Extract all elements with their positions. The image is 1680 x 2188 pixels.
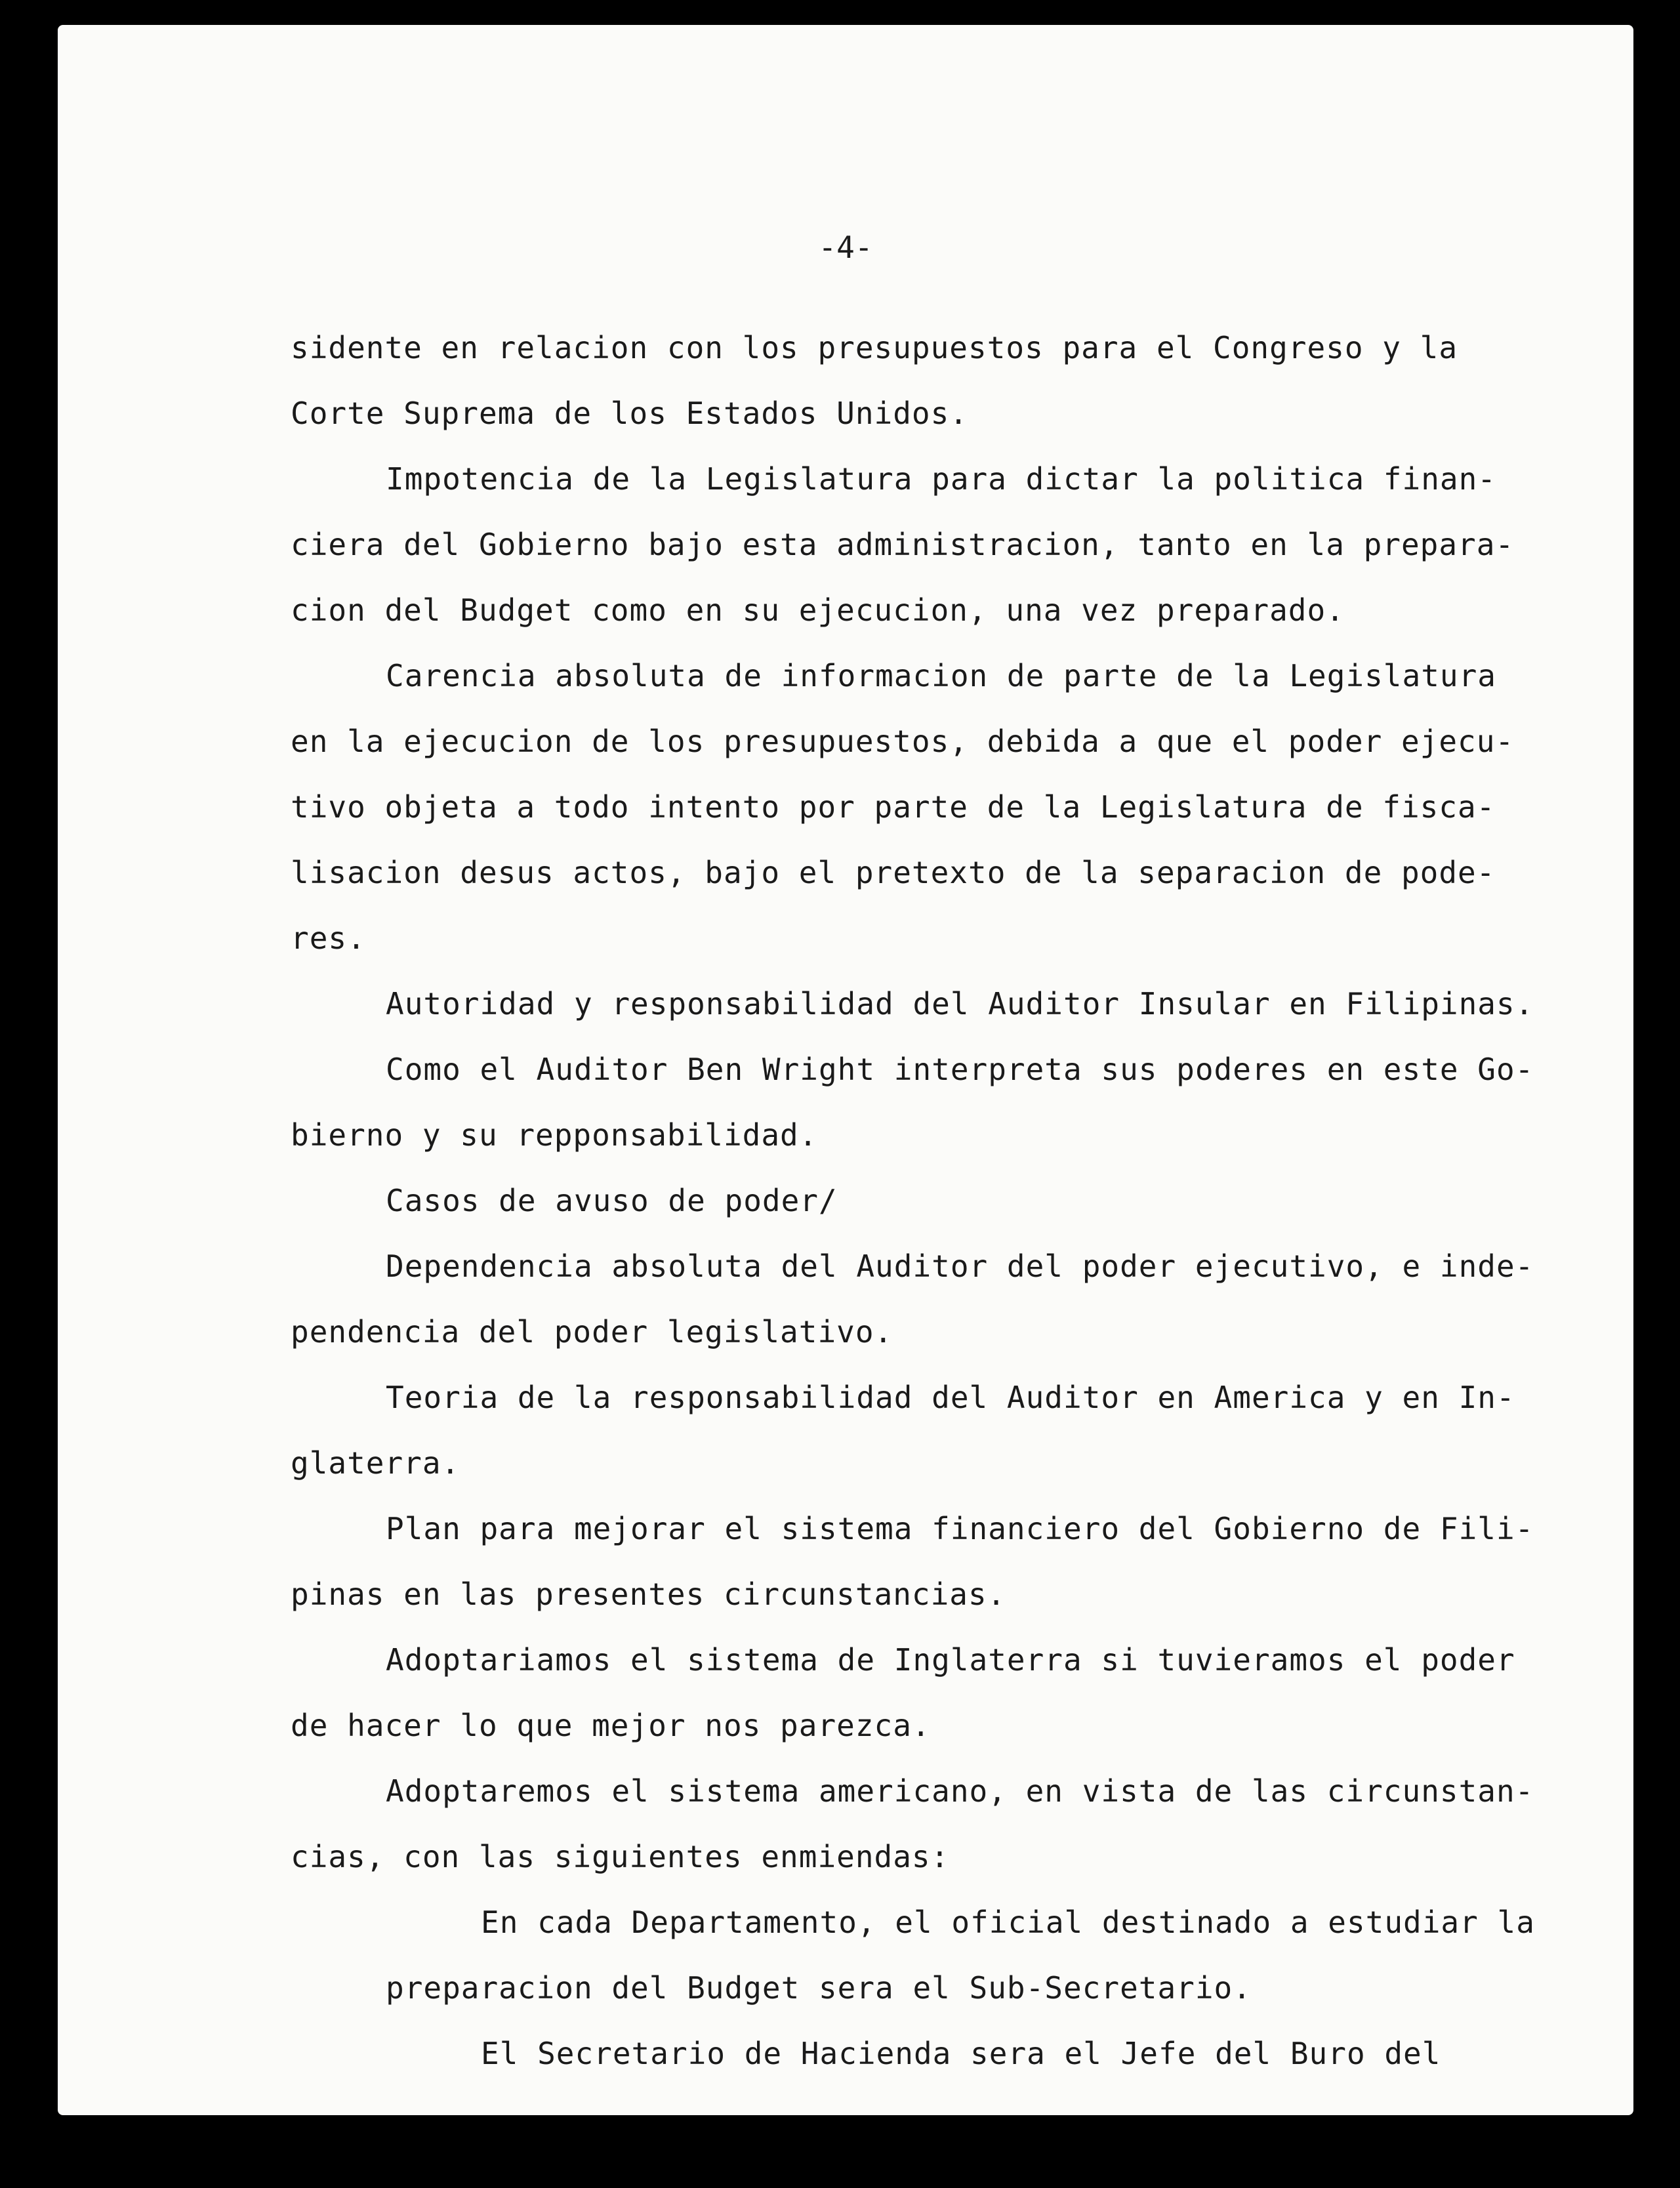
text-line-7: en la ejecucion de los presupuestos, debida a que el poder ejecu- (291, 724, 1515, 759)
text-line-5: cion del Budget como en su ejecucion, una vez preparado. (291, 592, 1345, 628)
document-page (58, 25, 1633, 2115)
page-number: -4- (818, 230, 873, 265)
text-line-14: Casos de avuso de poder/ (386, 1183, 838, 1218)
text-line-12: Como el Auditor Ben Wright interpreta sus poderes en este Go- (386, 1052, 1534, 1087)
text-line-8: tivo objeta a todo intento por parte de la Legislatura de fisca- (291, 789, 1496, 825)
text-line-10: res. (291, 920, 366, 956)
text-line-16: pendencia del poder legislativo. (291, 1314, 893, 1350)
text-line-2: Corte Suprema de los Estados Unidos. (291, 396, 968, 431)
text-line-13: bierno y su repponsabilidad. (291, 1117, 818, 1153)
text-line-25: En cada Departamento, el oficial destinado a estudiar la (481, 1905, 1535, 1940)
typed-text-body (291, 315, 1596, 2086)
text-line-11: Autoridad y responsabilidad del Auditor Insular en Filipinas. (386, 986, 1534, 1022)
text-line-22: de hacer lo que mejor nos parezca. (291, 1708, 931, 1743)
text-line-15: Dependencia absoluta del Auditor del poder ejecutivo, e inde- (386, 1249, 1534, 1284)
text-line-4: ciera del Gobierno bajo esta administracion, tanto en la prepara- (291, 527, 1515, 562)
text-line-9: lisacion desus actos, bajo el pretexto de la separacion de pode- (291, 855, 1496, 890)
text-line-18: glaterra. (291, 1445, 461, 1481)
text-line-26: preparacion del Budget sera el Sub-Secretario. (386, 1970, 1252, 2006)
text-line-20: pinas en las presentes circunstancias. (291, 1577, 1006, 1612)
text-line-21: Adoptariamos el sistema de Inglaterra si tuvieramos el poder (386, 1642, 1515, 1678)
text-line-23: Adoptaremos el sistema americano, en vista de las circunstan- (386, 1773, 1534, 1809)
text-line-1: sidente en relacion con los presupuestos para el Congreso y la (291, 330, 1458, 365)
text-line-6: Carencia absoluta de informacion de parte de la Legislatura (386, 658, 1496, 693)
text-line-24: cias, con las siguientes enmiendas: (291, 1839, 950, 1874)
text-line-3: Impotencia de la Legislatura para dictar la politica finan- (386, 461, 1496, 497)
text-line-17: Teoria de la responsabilidad del Auditor en America y en In- (386, 1380, 1515, 1415)
text-line-27: El Secretario de Hacienda sera el Jefe del Buro del (481, 2036, 1441, 2071)
text-line-19: Plan para mejorar el sistema financiero del Gobierno de Fili- (386, 1511, 1534, 1546)
